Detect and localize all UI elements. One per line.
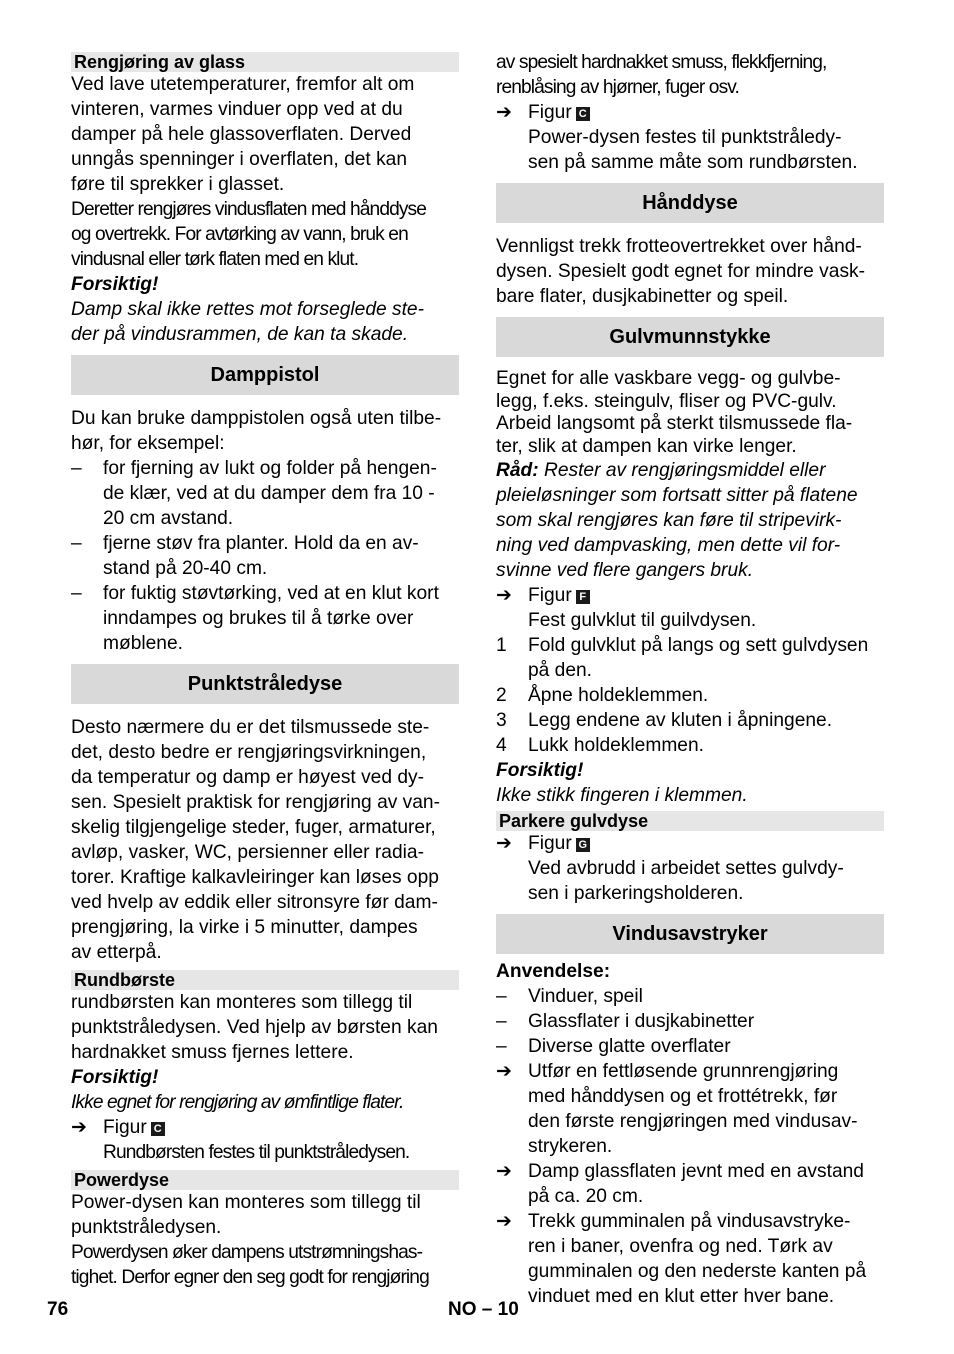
paragraph-line: punktstråledysen. xyxy=(71,1217,222,1238)
paragraph-line: skelig tilgjengelige steder, fuger, armaturer, xyxy=(71,817,436,838)
dash-bullet: – xyxy=(71,458,82,479)
paragraph-line: av etterpå. xyxy=(71,942,162,963)
dash-bullet: – xyxy=(496,986,507,1007)
instruction-step xyxy=(496,1209,884,1309)
step-text xyxy=(528,633,868,683)
dash-bullet: – xyxy=(496,1036,507,1057)
list-item-text xyxy=(528,1034,731,1059)
caution-label: Forsiktig! xyxy=(71,1067,159,1088)
tip-line: pleieløsninger som fortsatt sitter på flatene xyxy=(496,485,858,506)
figure-label: Figur xyxy=(528,585,572,606)
paragraph-line: prengjøring, la virke i 5 minutter, dampes xyxy=(71,917,418,938)
right-column xyxy=(496,50,884,1309)
step-line: Utfør en fettløsende grunnrengjøring xyxy=(528,1061,839,1082)
list-item-line: stand på 20-40 cm. xyxy=(103,558,268,579)
paragraph-line: og overtrekk. For avtørking av vann, bruk en xyxy=(71,224,408,245)
paragraph-line: sen. Spesielt praktisk for rengjøring av van- xyxy=(71,792,440,813)
figure-label: Figur xyxy=(528,833,572,854)
caution-text: Ikke stikk fingeren i klemmen. xyxy=(496,785,748,806)
list-item xyxy=(496,1009,884,1034)
step-line: på den. xyxy=(528,660,593,681)
subsection-heading: Rundbørste xyxy=(71,970,459,990)
numbered-step xyxy=(496,633,884,683)
paragraph-line: Powerdysen øker dampens utstrømningshas- xyxy=(71,1242,423,1263)
figure-instruction: Fest gulvklut til guilvdysen. xyxy=(528,610,757,631)
instruction-step xyxy=(496,100,884,125)
step-line: strykeren. xyxy=(528,1136,613,1157)
indented-text: Power-dysen festes til punktstråledy- xyxy=(528,127,842,148)
section-heading: Vindusavstryker xyxy=(496,914,884,954)
tip-line xyxy=(496,458,884,483)
paragraph-line: avløp, vasker, WC, persienner eller radia- xyxy=(71,842,424,863)
paragraph-line: vindusnal eller tørk flaten med en klut. xyxy=(71,249,359,270)
right-arrow-icon: ➔ xyxy=(496,1211,513,1232)
list-item-line: 20 cm avstand. xyxy=(103,508,234,529)
step-line: Legg endene av kluten i åpningene. xyxy=(528,710,833,731)
step-content xyxy=(528,1209,866,1309)
section-heading: Punktstråledyse xyxy=(71,664,459,704)
list-item-text xyxy=(103,581,439,656)
indented-text: sen i parkeringsholderen. xyxy=(528,883,744,904)
paragraph-line: Desto nærmere du er det tilsmussede ste- xyxy=(71,717,430,738)
right-arrow-icon: ➔ xyxy=(496,585,513,606)
paragraph-line: legg, f.eks. steingulv, fliser og PVC-gulv. xyxy=(496,390,837,412)
caution-label: Forsiktig! xyxy=(496,760,584,781)
numbered-step xyxy=(496,683,884,708)
indented-text: sen på samme måte som rundbørsten. xyxy=(528,152,858,173)
list-item-text xyxy=(103,456,437,531)
paragraph-line: damper på hele glassoverflaten. Derved xyxy=(71,124,412,145)
right-arrow-icon: ➔ xyxy=(496,833,513,854)
step-content xyxy=(528,100,590,125)
paragraph-line: Vennligst trekk frotteovertrekket over hånd- xyxy=(496,236,862,257)
list-item-line: Glassflater i dusjkabinetter xyxy=(528,1011,755,1032)
step-content xyxy=(528,583,590,608)
section-heading: Damppistol xyxy=(71,355,459,395)
caution-text: der på vindusrammen, de kan ta skade. xyxy=(71,324,409,345)
paragraph-line: føre til sprekker i glasset. xyxy=(71,174,285,195)
caution-text: Damp skal ikke rettes mot forseglede ste- xyxy=(71,299,424,320)
figure-letter-badge: C xyxy=(576,107,590,121)
paragraph-line: torer. Kraftige kalkavleiringer kan løses opp xyxy=(71,867,439,888)
right-arrow-icon: ➔ xyxy=(71,1117,88,1138)
page-number: 76 xyxy=(47,1299,69,1320)
numbered-step xyxy=(496,708,884,733)
step-text xyxy=(528,733,704,758)
list-item-line: for fjerning av lukt og folder på hengen- xyxy=(103,458,437,479)
instruction-step xyxy=(496,1159,884,1209)
paragraph-line: hardnakket smuss fjernes lettere. xyxy=(71,1042,354,1063)
list-item-line: Diverse glatte overflater xyxy=(528,1036,731,1057)
list-item-text xyxy=(103,531,419,581)
step-number: 3 xyxy=(496,710,507,731)
paragraph-line: rundbørsten kan monteres som tillegg til xyxy=(71,992,413,1013)
step-number: 1 xyxy=(496,635,507,656)
paragraph-line: renblåsing av hjørner, fuger osv. xyxy=(496,77,739,98)
step-line: den første rengjøringen med vindusav- xyxy=(528,1111,858,1132)
step-line: Lukk holdeklemmen. xyxy=(528,735,704,756)
figure-letter-badge: G xyxy=(576,838,590,852)
step-line: Trekk gumminalen på vindusavstryke- xyxy=(528,1211,851,1232)
list-item xyxy=(496,984,884,1009)
right-arrow-icon: ➔ xyxy=(496,1061,513,1082)
step-line: vinduet med en klut etter hver bane. xyxy=(528,1286,835,1307)
figure-letter-badge: C xyxy=(151,1122,165,1136)
step-text xyxy=(528,708,832,733)
subsection-heading: Powerdyse xyxy=(71,1170,459,1190)
paragraph-line: Deretter rengjøres vindusflaten med hånddyse xyxy=(71,199,427,220)
step-content xyxy=(528,1059,858,1159)
instruction-step xyxy=(496,583,884,608)
step-line: med hånddysen og et frottétrekk, før xyxy=(528,1086,838,1107)
dash-bullet: – xyxy=(496,1011,507,1032)
paragraph-line: ved hvelp av eddik eller sitronsyre før dam- xyxy=(71,892,438,913)
paragraph-line: da temperatur og damp er høyest ved dy- xyxy=(71,767,425,788)
step-content xyxy=(103,1115,165,1140)
tip-label: Råd: xyxy=(496,460,539,481)
dash-bullet: – xyxy=(71,533,82,554)
list-item xyxy=(71,456,459,531)
section-heading: Gulvmunnstykke xyxy=(496,317,884,357)
paragraph-line: Du kan bruke damppistolen også uten tilbe- xyxy=(71,408,442,429)
right-arrow-icon: ➔ xyxy=(496,102,513,123)
left-column xyxy=(71,50,459,1290)
subsection-heading: Rengjøring av glass xyxy=(71,52,459,72)
paragraph-line: Power-dysen kan monteres som tillegg til xyxy=(71,1192,421,1213)
list-item xyxy=(496,1034,884,1059)
numbered-step xyxy=(496,733,884,758)
instruction-step xyxy=(496,831,884,856)
step-line: Fold gulvklut på langs og sett gulvdysen xyxy=(528,635,869,656)
list-item-line: Vinduer, speil xyxy=(528,986,643,1007)
paragraph-line: Ved lave utetemperaturer, fremfor alt om xyxy=(71,74,415,95)
list-item-text xyxy=(528,1009,754,1034)
list-item xyxy=(71,581,459,656)
paragraph-line: det, desto bedre er rengjøringsvirkningen, xyxy=(71,742,427,763)
tip-line: svinne ved flere gangers bruk. xyxy=(496,560,754,581)
usage-label: Anvendelse: xyxy=(496,961,611,982)
step-number: 4 xyxy=(496,735,507,756)
list-item-line: for fuktig støvtørking, ved at en klut kort xyxy=(103,583,439,604)
dash-bullet: – xyxy=(71,583,82,604)
paragraph-line: punktstråledysen. Ved hjelp av børsten kan xyxy=(71,1017,438,1038)
paragraph-line: hør, for eksempel: xyxy=(71,433,225,454)
paragraph-line: Egnet for alle vaskbare vegg- og gulvbe- xyxy=(496,368,841,389)
step-content xyxy=(528,831,590,856)
step-line: på ca. 20 cm. xyxy=(528,1186,644,1207)
step-line: Damp glassflaten jevnt med en avstand xyxy=(528,1161,864,1182)
step-number: 2 xyxy=(496,685,507,706)
tip-line: som skal rengjøres kan føre til stripevirk- xyxy=(496,510,842,531)
list-item-line: fjerne støv fra planter. Hold da en av- xyxy=(103,533,419,554)
section-label: NO – 10 xyxy=(448,1299,519,1320)
instruction-step xyxy=(71,1115,459,1140)
list-item-text xyxy=(528,984,643,1009)
tip-line: ning ved dampvasking, men dette vil for- xyxy=(496,535,841,556)
paragraph-line: unngås spenninger i overflaten, det kan xyxy=(71,149,408,170)
paragraph-line: tighet. Derfor egner den seg godt for rengjøring xyxy=(71,1267,429,1288)
figure-instruction: Rundbørsten festes til punktstråledysen. xyxy=(103,1142,410,1163)
step-text xyxy=(528,683,708,708)
paragraph-line: vinteren, varmes vinduer opp ved at du xyxy=(71,99,403,120)
list-item-line: de klær, ved at du damper dem fra 10 - xyxy=(103,483,435,504)
step-content xyxy=(528,1159,864,1209)
caution-label: Forsiktig! xyxy=(71,274,159,295)
right-arrow-icon: ➔ xyxy=(496,1161,513,1182)
step-line: Åpne holdeklemmen. xyxy=(528,685,709,706)
paragraph-line: av spesielt hardnakket smuss, flekkfjerning, xyxy=(496,52,827,73)
step-line: ren i baner, ovenfra og ned. Tørk av xyxy=(528,1236,833,1257)
indented-text: Ved avbrudd i arbeidet settes gulvdy- xyxy=(528,858,844,879)
figure-label: Figur xyxy=(103,1117,147,1138)
instruction-step xyxy=(496,1059,884,1159)
list-item-line: møblene. xyxy=(103,633,183,654)
figure-letter-badge: F xyxy=(576,590,590,604)
list-item-line: inndampes og brukes til å tørke over xyxy=(103,608,414,629)
paragraph-line: ter, slik at dampen kan virke lenger. xyxy=(496,435,797,457)
step-line: gumminalen og den nederste kanten på xyxy=(528,1261,867,1282)
caution-text: Ikke egnet for rengjøring av ømfintlige flater. xyxy=(71,1092,404,1113)
section-heading: Hånddyse xyxy=(496,183,884,223)
tip-text: Rester av rengjøringsmiddel eller xyxy=(538,460,826,481)
paragraph-line: dysen. Spesielt godt egnet for mindre vask- xyxy=(496,261,866,282)
paragraph-line: bare flater, dusjkabinetter og speil. xyxy=(496,286,789,307)
subsection-heading: Parkere gulvdyse xyxy=(496,811,884,831)
list-item xyxy=(71,531,459,581)
paragraph-line: Arbeid langsomt på sterkt tilsmussede fla- xyxy=(496,413,853,434)
figure-label: Figur xyxy=(528,102,572,123)
